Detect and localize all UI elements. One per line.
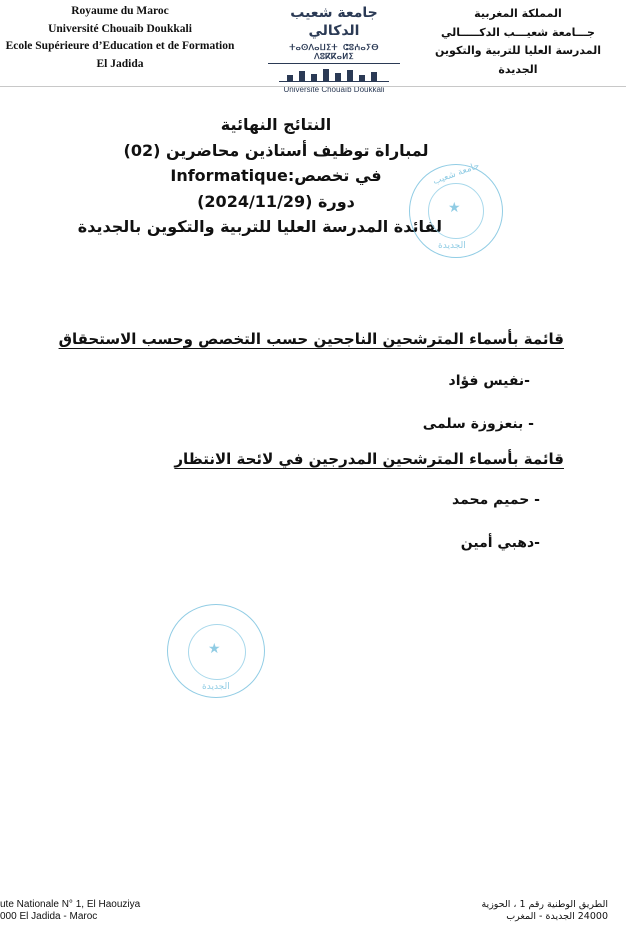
document-title: [77, 112, 442, 240]
header-school-fr: Ecole Supérieure d’Education et de Formation: [5, 40, 235, 52]
header-country-fr: Royaume du Maroc: [71, 5, 169, 17]
logo-french-name: Université Chouaïb Doukkali: [283, 85, 385, 94]
header-school-ar: المدرسة العليا للتربية والتكوين: [435, 44, 601, 57]
header-university-fr: Université Chouaib Doukkali: [48, 22, 192, 35]
university-logo: [268, 4, 400, 94]
title-line-beneficiary: لفائدة المدرسة العليا للتربية والتكوين بالجديدة: [77, 217, 442, 236]
footer-address-fr-line1: ute Nationale N° 1, El Haouziya: [0, 899, 141, 910]
admitted-candidate-1: -نفيس فؤاد: [448, 373, 530, 389]
waiting-list-heading: قائمة بأسماء المترشحين المدرجين في لائحة الانتظار: [174, 450, 564, 468]
admitted-candidate-2: - بنعزوزة سلمى: [422, 416, 534, 432]
logo-arabic-name: جامعة شعيب الدكالي: [290, 5, 378, 39]
title-line-session: دورة (2024/11/29): [197, 191, 355, 211]
logo-tifinagh-name: ⵜⴰⵙⴷⴰⵡⵉⵜ ⵛⵓⵄⴰⵢⴱ ⴷⵓⴽⴽⴰⵍⵉ: [268, 43, 400, 64]
title-line-competition: لمباراة توظيف أستاذين محاضرين (02): [123, 140, 429, 160]
footer-address-fr: [0, 899, 140, 923]
header-country-ar: المملكة المغربية: [474, 7, 562, 20]
footer-address-ar: [481, 899, 608, 923]
header-arabic-block: [418, 5, 618, 79]
title-line-results: النتائج النهائية: [220, 115, 332, 134]
waiting-candidate-2: -دهبي أمين: [460, 535, 540, 551]
waiting-candidate-1: - حميم محمد: [452, 492, 540, 508]
footer-address-ar-line1: الطريق الوطنية رقم 1 ، الحوزية: [481, 899, 608, 910]
header-university-ar: جـــامعة شعيـــب الدكـــــالي: [441, 25, 595, 39]
admitted-list-heading: قائمة بأسماء المترشحين الناجحين حسب التخصص وحسب الاستحقاق: [58, 330, 564, 348]
header-divider: [0, 86, 626, 87]
title-line-specialty: في تخصص:Informatique: [170, 166, 382, 185]
official-stamp-icon: ★ جامعة شعيب الجديدة: [409, 164, 503, 258]
official-stamp-icon: ★ الجديدة: [167, 604, 265, 698]
footer-address-fr-line2: 000 El Jadida - Maroc: [0, 911, 98, 922]
header-city-ar: الجديدة: [498, 62, 538, 76]
header-french-block: [0, 3, 240, 73]
header-city-fr: El Jadida: [96, 57, 144, 70]
logo-emblem-icon: [279, 67, 389, 82]
footer-address-ar-line2: 24000 الجديدة - المغرب: [506, 911, 608, 922]
